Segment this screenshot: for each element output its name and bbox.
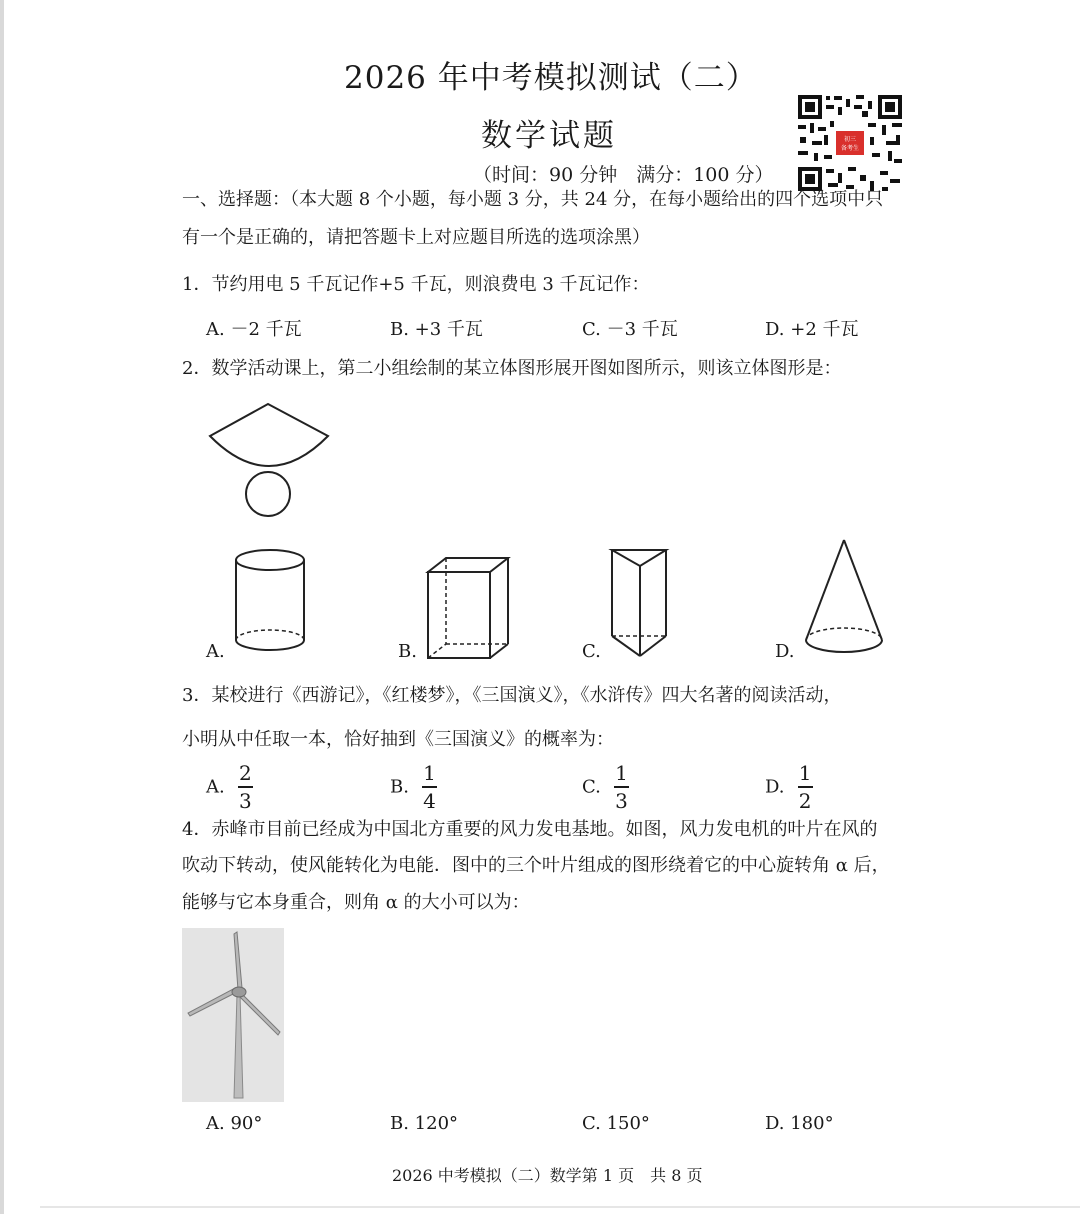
qr-code-icon xyxy=(796,93,904,193)
q2-option-a: A. xyxy=(206,641,225,662)
q2-option-d: D. xyxy=(775,641,795,662)
numerator: 2 xyxy=(238,761,252,785)
denominator: 3 xyxy=(615,789,628,813)
q1-option-a: A. －2 千瓦 xyxy=(206,319,302,340)
q1-option-b: B. +3 千瓦 xyxy=(390,319,483,340)
q3-option-b-label: B. xyxy=(390,776,409,798)
q3-option-d xyxy=(765,762,813,812)
numerator: 1 xyxy=(423,761,436,785)
q4-option-d: D. 180° xyxy=(765,1113,834,1134)
q3-option-d-label: D. xyxy=(765,776,785,798)
q3-option-b xyxy=(390,762,437,812)
q1-option-d: D. +2 千瓦 xyxy=(765,319,859,340)
fraction xyxy=(798,762,813,812)
fraction xyxy=(614,762,629,812)
q4-option-b: B. 120° xyxy=(390,1113,459,1134)
q2-option-c: C. xyxy=(582,641,601,662)
denominator: 3 xyxy=(238,789,252,813)
q3-option-a-label: A. xyxy=(206,776,225,798)
wind-turbine-icon xyxy=(182,928,284,1102)
denominator: 2 xyxy=(798,789,812,813)
q4-option-a: A. 90° xyxy=(206,1113,263,1134)
q3-option-a xyxy=(206,762,253,812)
net-diagram xyxy=(200,398,340,522)
page-edge xyxy=(0,0,4,1214)
q1-option-c: C. －3 千瓦 xyxy=(582,319,678,340)
q2-option-b: B. xyxy=(398,641,417,662)
cuboid-figure xyxy=(424,554,514,662)
subject-title: 数学试题 xyxy=(481,118,617,154)
question-3-stem-line1: 3．某校进行《西游记》，《红楼梦》，《三国演义》，《水浒传》四大名著的阅读活动， xyxy=(182,685,842,706)
numerator: 1 xyxy=(798,761,812,785)
exam-info: （时间：90 分钟 满分：100 分） xyxy=(473,164,774,186)
fraction xyxy=(238,762,253,812)
question-3-stem-line2: 小明从中任取一本，恰好抽到《三国演义》的概率为： xyxy=(182,729,614,750)
q3-option-c xyxy=(582,762,629,812)
wind-turbine-photo xyxy=(182,928,284,1102)
svg-text:初三: 初三 xyxy=(843,136,857,143)
triangular-prism-figure xyxy=(606,544,672,662)
section-intro-line2: 有一个是正确的，请把答题卡上对应题目所选的选项涂黑） xyxy=(182,227,650,248)
cone-figure xyxy=(802,536,886,660)
svg-text:备考生: 备考生 xyxy=(840,145,860,152)
question-4-stem-line3: 能够与它本身重合，则角 α 的大小可以为： xyxy=(182,892,530,913)
cylinder-figure xyxy=(228,548,312,664)
question-4-stem-line2: 吹动下转动，使风能转化为电能．图中的三个叶片组成的图形绕着它的中心旋转角 α 后， xyxy=(182,855,890,876)
numerator: 1 xyxy=(615,761,628,785)
page-footer: 2026 中考模拟（二）数学第 1 页 共 8 页 xyxy=(392,1166,703,1185)
q3-option-c-label: C. xyxy=(582,776,601,798)
fraction xyxy=(422,762,437,812)
exam-title: 2026 年中考模拟测试（二） xyxy=(344,60,758,96)
section-intro-line1: 一、选择题：（本大题 8 个小题，每小题 3 分，共 24 分，在每小题给出的四个选项中只 xyxy=(182,189,884,210)
question-2-stem: 2．数学活动课上，第二小组绘制的某立体图形展开图如图所示，则该立体图形是： xyxy=(182,358,842,379)
q4-option-c: C. 150° xyxy=(582,1113,650,1134)
page-edge-bottom xyxy=(40,1206,1080,1208)
question-4-stem-line1: 4．赤峰市目前已经成为中国北方重要的风力发电基地。如图，风力发电机的叶片在风的 xyxy=(182,819,878,840)
denominator: 4 xyxy=(423,789,436,813)
question-1-stem: 1．节约用电 5 千瓦记作+5 千瓦，则浪费电 3 千瓦记作： xyxy=(182,274,650,295)
